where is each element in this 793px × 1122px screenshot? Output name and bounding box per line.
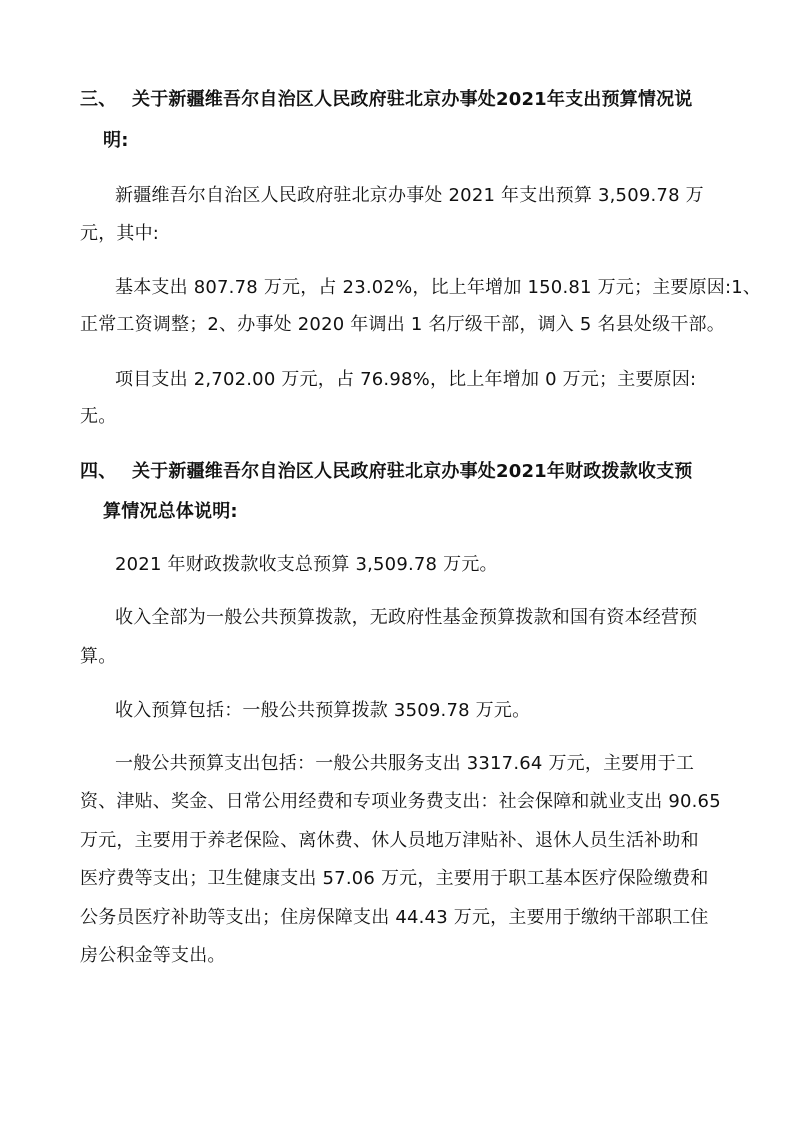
paragraph-line: 一般公共预算支出包括：一般公共服务支出 3317.64 万元，主要用于工: [115, 753, 695, 774]
section-3-number: 三、: [80, 89, 117, 110]
paragraph-line: 万元，主要用于养老保险、离休费、休人员地万津贴补、退休人员生活补助和: [80, 830, 699, 851]
section-4-title-line1: 关于新疆维吾尔自治区人民政府驻北京办事处2021年财政拨款收支预: [132, 461, 693, 482]
section-3-heading: [80, 88, 693, 112]
paragraph-line: 2021 年财政拨款收支总预算 3,509.78 万元。: [115, 554, 498, 575]
section-4-title-line2: 算情况总体说明:: [103, 501, 238, 522]
paragraph-line: 房公积金等支出。: [80, 945, 226, 966]
paragraph-line: 资、津贴、奖金、日常公用经费和专项业务费支出：社会保障和就业支出 90.65: [80, 791, 721, 812]
paragraph-line: 收入预算包括：一般公共预算拨款 3509.78 万元。: [115, 700, 531, 721]
paragraph-line: 无。: [80, 406, 117, 427]
paragraph-line: 医疗费等支出；卫生健康支出 57.06 万元，主要用于职工基本医疗保险缴费和: [80, 868, 709, 889]
paragraph-line: 公务员医疗补助等支出；住房保障支出 44.43 万元，主要用于缴纳干部职工住: [80, 907, 709, 928]
paragraph-line: 新疆维吾尔自治区人民政府驻北京办事处 2021 年支出预算 3,509.78 万: [115, 185, 704, 206]
paragraph-line: 收入全部为一般公共预算拨款，无政府性基金预算拨款和国有资本经营预: [115, 607, 698, 628]
section-4-heading: [80, 460, 693, 484]
section-4-number: 四、: [80, 461, 117, 482]
paragraph-line: 项目支出 2,702.00 万元，占 76.98%，比上年增加 0 万元；主要原因:: [115, 369, 697, 390]
paragraph-line: 基本支出 807.78 万元，占 23.02%，比上年增加 150.81 万元；主要原因:1、: [115, 277, 762, 298]
section-3-title-line1: 关于新疆维吾尔自治区人民政府驻北京办事处2021年支出预算情况说: [132, 89, 693, 110]
paragraph-line: 算。: [80, 646, 117, 667]
section-3-title-line2: 明:: [103, 130, 129, 151]
paragraph-line: 元，其中:: [80, 223, 160, 244]
paragraph-line: 正常工资调整；2、办事处 2020 年调出 1 名厅级干部，调入 5 名县处级干部。: [80, 314, 725, 335]
